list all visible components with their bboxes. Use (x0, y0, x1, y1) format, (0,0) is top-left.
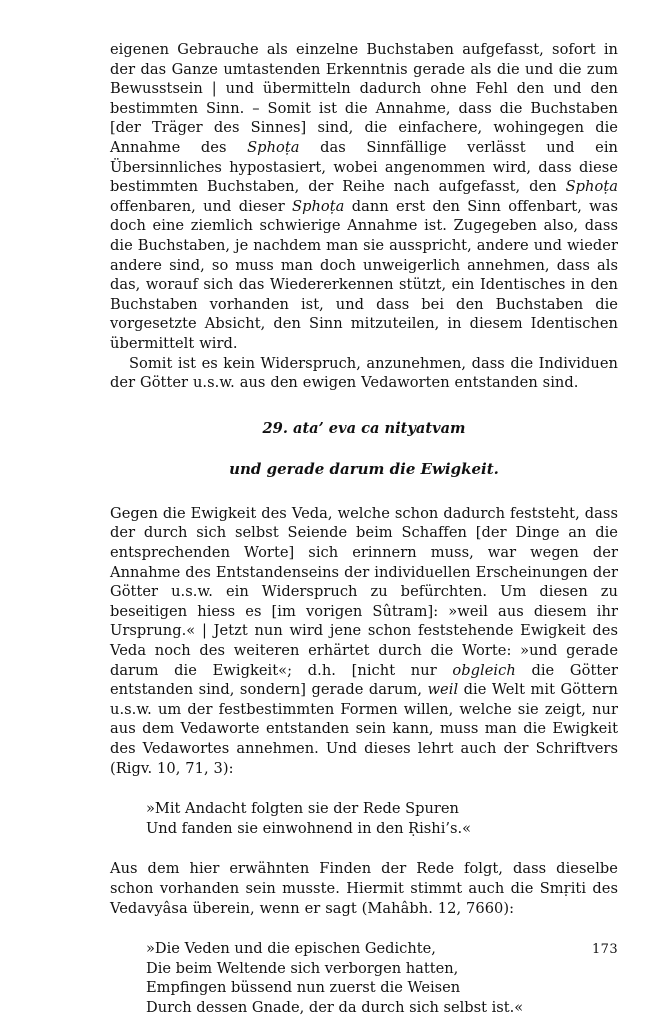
paragraph-3: Gegen die Ewigkeit des Veda, welche schon dadurch feststeht, dass der durch sich selbst Seiende beim Schaffen [der Dinge an die entsprechenden Worte] sich erinnern muss, war wegen der Annahme des Entstandenseins der individuellen Erscheinungen der Götter u.s.w. ein Widerspruch zu befürchten. Um diesen zu beseitigen hiess es [im vorigen Sûtram]: »weil aus diesem ihr Ursprung.« | Jetzt nun wird jene schon feststehende Ewigkeit des Veda noch des weiteren erhärtet durch die Worte: »und gerade darum die Ewigkeit«; d.h. [nicht nur obgleich die Götter entstanden sind, sondern] gerade darum, weil die Welt mit Göttern u.s.w. um der festbestimmten Formen willen, welche sie zeigt, nur aus dem Vedaworte entstanden sein kann, muss man die Ewigkeit des Vedawortes annehmen. Und dieses lehrt auch der Schriftvers (Rigv. 10, 71, 3): (110, 504, 618, 777)
sutra-title: 29. ata’ eva ca nityatvam (262, 419, 466, 437)
text-column (110, 40, 618, 1018)
paragraph-1: eigenen Gebrauche als einzelne Buchstaben aufgefasst, sofort in der das Ganze umtastenden Erkenntnis gerade als die und die zum Bewusstsein | und übermitteln dadurch ohne Fehl den und den bestimmten Sinn. – Somit ist die Annahme, dass die Buchstaben [der Träger des Sinnes] sind, die einfachere, wohingegen die Annahme des Sphoṭa das Sinnfällige verlässt und ein Übersinnliches hypostasiert, wobei angenommen wird, dass diese bestimmten Buchstaben, der Reihe nach aufgefasst, den Sphoṭa offenbaren, und dieser Sphoṭa dann erst den Sinn offenbart, was doch eine ziemlich schwierige Annahme ist. Zugegeben also, dass die Buchstaben, je nachdem man sie ausspricht, andere und wieder andere sind, so muss man doch unweigerlich annehmen, dass als das, worauf sich das Wiedererkennen stützt, ein Identisches in den Buchstaben vorhanden ist, und dass bei den Buchstaben die vorgesetzte Absicht, den Sinn mitzuteilen, in diesem Identischen übermittelt wird. (110, 41, 618, 352)
verse-line: »Mit Andacht folgten sie der Rede Spuren (146, 800, 459, 818)
spacer-before-verse-2 (110, 918, 618, 939)
italic-term: Sphoṭa (247, 138, 300, 156)
paragraph-4: Aus dem hier erwähnten Finden der Rede folgt, dass dieselbe schon vorhanden sein musste. Hiermit stimmt auch die Smṛiti des Vedavyâsa überein, wenn er sagt (Mahâbh. 12, 7660): (110, 860, 618, 917)
verse-block-2 (110, 939, 618, 1017)
sutra-subtitle: und gerade darum die Ewigkeit. (229, 460, 499, 479)
verse-line: Und fanden sie einwohnend in den Ṛishi’s.« (146, 819, 472, 837)
verse-line: Durch dessen Gnade, der da durch sich selbst ist.« (146, 998, 524, 1016)
verse-block-1 (110, 799, 618, 838)
verse-line: »Die Veden und die epischen Gedichte, (146, 940, 436, 958)
italic-term: obgleich (452, 661, 516, 679)
page-number: 173 (591, 942, 618, 957)
spacer-before-verse-1 (110, 778, 618, 799)
paragraph-2: Somit ist es kein Widerspruch, anzunehmen, dass die Individuen der Götter u.s.w. aus den ewigen Vedaworten entstanden sind. (110, 354, 618, 392)
verse-line: Die beim Weltende sich verborgen hatten, (146, 959, 459, 977)
spacer-after-heading (110, 480, 618, 504)
sutra-heading-block (110, 419, 618, 480)
italic-term: Sphoṭa (565, 178, 618, 196)
italic-term: Sphoṭa (292, 197, 345, 215)
verse-line: Empfingen büssend nun zuerst die Weisen (146, 979, 461, 997)
spacer-after-verse-1 (110, 838, 618, 859)
italic-term: weil (427, 681, 459, 699)
